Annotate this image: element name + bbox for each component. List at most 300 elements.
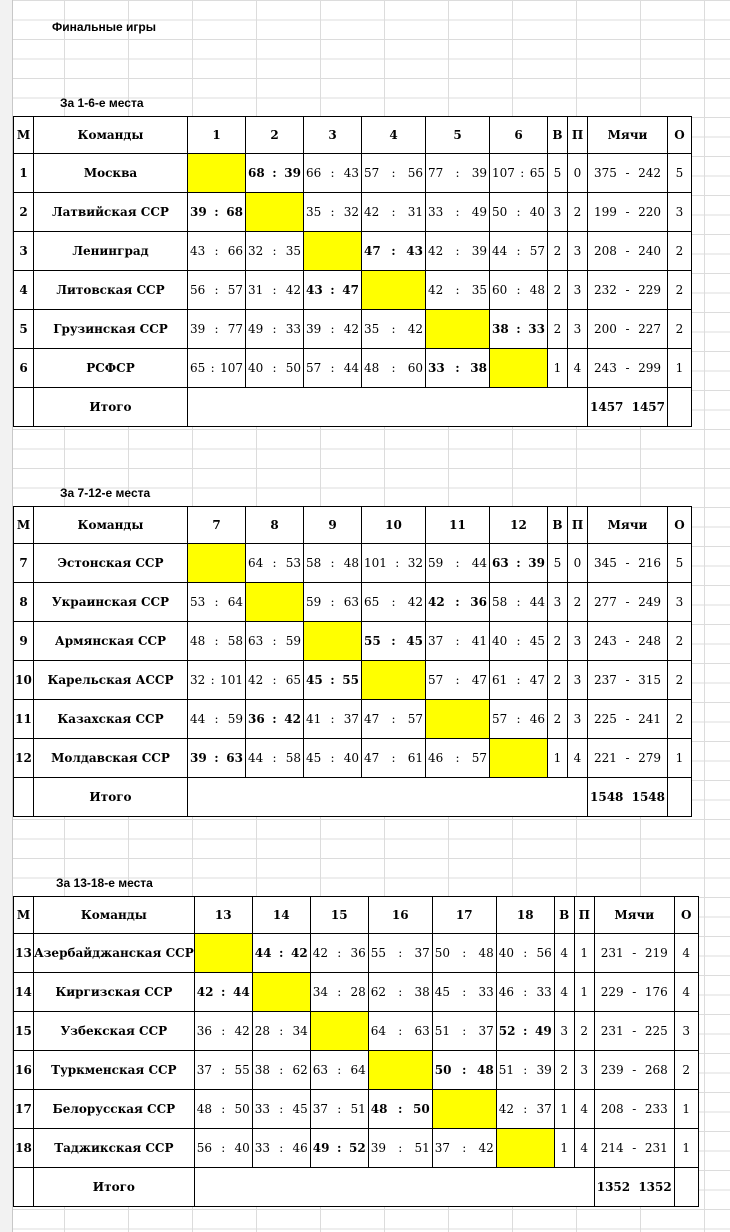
- score-for: 49: [312, 1141, 330, 1155]
- score-sep: :: [398, 1024, 403, 1038]
- score-against: 42: [343, 322, 359, 336]
- diagonal-cell: [310, 1012, 368, 1051]
- score-against: 63: [226, 751, 243, 765]
- balls-sep: -: [625, 322, 630, 336]
- score-sep: :: [391, 322, 396, 336]
- score-cell: [304, 544, 362, 583]
- score-sep: :: [391, 595, 396, 609]
- score-against: 49: [471, 205, 487, 219]
- score-against: 45: [406, 634, 423, 648]
- score-against: 45: [529, 634, 545, 648]
- points-cell: 1: [674, 1090, 698, 1129]
- diagonal-cell: [432, 1090, 496, 1129]
- score-for: 37: [428, 634, 444, 648]
- score-sep: :: [221, 1024, 226, 1038]
- score-cell: [246, 310, 304, 349]
- score-against: 40: [234, 1141, 250, 1155]
- score-sep: :: [523, 1063, 528, 1077]
- table-row: [14, 700, 692, 739]
- balls-against: 220: [638, 205, 661, 219]
- header-opponent: 9: [304, 507, 362, 544]
- table-row: [14, 154, 692, 193]
- score-for: 42: [498, 1102, 515, 1116]
- score-against: 55: [342, 673, 359, 687]
- score-for: 33: [428, 205, 444, 219]
- total-blank: [246, 778, 304, 817]
- total-balls: [594, 1168, 674, 1207]
- header-place: М: [14, 117, 34, 154]
- losses-cell: 3: [568, 700, 588, 739]
- score-against: 42: [291, 946, 308, 960]
- score-cell: [490, 310, 548, 349]
- total-balls-for: 1352: [596, 1180, 631, 1194]
- score-for: 47: [364, 751, 380, 765]
- score-against: 36: [470, 595, 487, 609]
- points-cell: 3: [668, 193, 692, 232]
- place-cell: 6: [14, 349, 34, 388]
- score-against: 50: [285, 361, 301, 375]
- balls-against: 249: [638, 595, 661, 609]
- team-name: Казахская ССР: [34, 700, 188, 739]
- score-sep: :: [330, 205, 335, 219]
- score-cell: [194, 1090, 252, 1129]
- team-name: Киргизская ССР: [34, 973, 195, 1012]
- score-for: 47: [364, 244, 381, 258]
- place-cell: 14: [14, 973, 34, 1012]
- score-sep: :: [214, 751, 219, 765]
- score-for: 39: [190, 205, 207, 219]
- score-for: 44: [248, 751, 264, 765]
- score-sep: :: [516, 244, 521, 258]
- score-against: 40: [343, 751, 359, 765]
- score-cell: [188, 349, 246, 388]
- balls-cell: [588, 622, 668, 661]
- score-against: 57: [471, 751, 487, 765]
- header-opponent: 16: [368, 897, 432, 934]
- team-name: Азербайджанская ССР: [34, 934, 195, 973]
- score-sep: :: [214, 595, 219, 609]
- score-for: 53: [190, 595, 206, 609]
- score-for: 56: [196, 1141, 213, 1155]
- score-for: 40: [248, 361, 264, 375]
- team-name: Туркменская ССР: [34, 1051, 195, 1090]
- balls-sep: -: [625, 361, 630, 375]
- points-cell: 2: [668, 622, 692, 661]
- score-cell: [490, 544, 548, 583]
- score-cell: [310, 973, 368, 1012]
- score-cell: [188, 310, 246, 349]
- losses-cell: 4: [568, 349, 588, 388]
- header-teams: Команды: [34, 897, 195, 934]
- score-for: 43: [306, 283, 323, 297]
- score-cell: [426, 583, 490, 622]
- score-for: 37: [434, 1141, 451, 1155]
- score-against: 39: [471, 244, 487, 258]
- score-against: 101: [220, 673, 243, 687]
- team-name: Грузинская ССР: [34, 310, 188, 349]
- score-for: 33: [254, 1141, 271, 1155]
- header-opponent: 1: [188, 117, 246, 154]
- total-balls-for: 1457: [590, 400, 624, 414]
- table-header-row: [14, 507, 692, 544]
- score-sep: :: [516, 283, 521, 297]
- score-cell: [490, 154, 548, 193]
- score-against: 37: [536, 1102, 552, 1116]
- score-sep: :: [516, 322, 521, 336]
- score-sep: :: [391, 751, 396, 765]
- score-sep: :: [272, 751, 277, 765]
- score-against: 44: [233, 985, 250, 999]
- header-wins: В: [548, 117, 568, 154]
- score-cell: [246, 349, 304, 388]
- balls-against: 176: [644, 985, 668, 999]
- score-sep: :: [395, 556, 400, 570]
- score-cell: [362, 583, 426, 622]
- score-against: 39: [471, 166, 487, 180]
- score-against: 39: [536, 1063, 552, 1077]
- score-for: 101: [364, 556, 387, 570]
- diagonal-cell: [304, 232, 362, 271]
- standings-table: [13, 506, 692, 817]
- score-sep: :: [516, 556, 521, 570]
- score-cell: [310, 1129, 368, 1168]
- score-against: 42: [478, 1141, 494, 1155]
- score-against: 58: [285, 751, 301, 765]
- score-for: 42: [196, 985, 214, 999]
- score-cell: [362, 193, 426, 232]
- score-against: 31: [407, 205, 423, 219]
- balls-sep: -: [625, 595, 630, 609]
- score-sep: :: [337, 985, 342, 999]
- wins-cell: 5: [548, 154, 568, 193]
- score-against: 59: [227, 712, 243, 726]
- table-row: [14, 349, 692, 388]
- score-for: 57: [306, 361, 322, 375]
- score-cell: [490, 193, 548, 232]
- balls-for: 200: [594, 322, 617, 336]
- score-for: 42: [248, 673, 264, 687]
- table-row: [14, 232, 692, 271]
- score-cell: [368, 934, 432, 973]
- total-row: [14, 1168, 699, 1207]
- balls-cell: [588, 310, 668, 349]
- balls-cell: [588, 544, 668, 583]
- score-against: 44: [471, 556, 487, 570]
- score-against: 33: [478, 985, 494, 999]
- wins-cell: 1: [548, 739, 568, 778]
- score-cell: [426, 739, 490, 778]
- score-sep: :: [455, 634, 460, 648]
- total-blank: [304, 388, 362, 427]
- header-opponent: 18: [496, 897, 554, 934]
- score-cell: [188, 193, 246, 232]
- score-cell: [490, 583, 548, 622]
- place-cell: 10: [14, 661, 34, 700]
- score-for: 55: [370, 946, 387, 960]
- header-opponent: 11: [426, 507, 490, 544]
- score-for: 39: [306, 322, 322, 336]
- score-sep: :: [391, 634, 396, 648]
- score-cell: [310, 1090, 368, 1129]
- score-against: 40: [529, 205, 545, 219]
- header-opponent: 13: [194, 897, 252, 934]
- place-cell: 1: [14, 154, 34, 193]
- balls-cell: [588, 193, 668, 232]
- balls-sep: -: [625, 244, 630, 258]
- header-points: О: [674, 897, 698, 934]
- wins-cell: 2: [548, 622, 568, 661]
- team-name: Узбекская ССР: [34, 1012, 195, 1051]
- balls-sep: -: [625, 634, 630, 648]
- balls-for: 221: [594, 751, 617, 765]
- score-for: 44: [492, 244, 508, 258]
- score-for: 66: [306, 166, 322, 180]
- score-sep: :: [391, 166, 396, 180]
- score-cell: [496, 1090, 554, 1129]
- balls-cell: [594, 934, 674, 973]
- score-cell: [246, 700, 304, 739]
- place-cell: 3: [14, 232, 34, 271]
- score-cell: [188, 700, 246, 739]
- score-for: 59: [306, 595, 322, 609]
- score-for: 64: [248, 556, 264, 570]
- team-name: Украинская ССР: [34, 583, 188, 622]
- score-cell: [362, 310, 426, 349]
- score-sep: :: [523, 1024, 528, 1038]
- score-cell: [432, 934, 496, 973]
- balls-against: 268: [644, 1063, 668, 1077]
- table-row: [14, 271, 692, 310]
- score-sep: :: [330, 751, 335, 765]
- balls-for: 237: [594, 673, 617, 687]
- score-cell: [432, 1051, 496, 1090]
- score-against: 57: [227, 283, 243, 297]
- balls-cell: [594, 1129, 674, 1168]
- balls-for: 375: [594, 166, 617, 180]
- score-sep: :: [272, 712, 277, 726]
- header-opponent: 7: [188, 507, 246, 544]
- score-against: 35: [471, 283, 487, 297]
- score-sep: :: [455, 673, 460, 687]
- balls-cell: [594, 973, 674, 1012]
- wins-cell: 4: [554, 973, 574, 1012]
- diagonal-cell: [304, 622, 362, 661]
- total-blank: [496, 1168, 554, 1207]
- score-sep: :: [516, 712, 521, 726]
- wins-cell: 2: [548, 310, 568, 349]
- score-against: 64: [350, 1063, 366, 1077]
- score-against: 42: [284, 712, 301, 726]
- points-cell: 2: [668, 661, 692, 700]
- score-against: 38: [414, 985, 430, 999]
- score-against: 65: [285, 673, 301, 687]
- score-cell: [246, 739, 304, 778]
- balls-for: 231: [600, 1024, 624, 1038]
- score-for: 55: [364, 634, 381, 648]
- score-against: 62: [292, 1063, 308, 1077]
- score-for: 48: [196, 1102, 213, 1116]
- score-against: 42: [407, 322, 423, 336]
- score-cell: [310, 934, 368, 973]
- total-blank: [310, 1168, 368, 1207]
- balls-against: 299: [638, 361, 661, 375]
- total-balls-against: 1457: [631, 400, 665, 414]
- score-for: 63: [492, 556, 509, 570]
- score-sep: :: [523, 946, 528, 960]
- points-cell: 4: [674, 973, 698, 1012]
- score-sep: :: [272, 556, 277, 570]
- total-place-empty: [14, 388, 34, 427]
- balls-sep: -: [625, 166, 630, 180]
- balls-against: 229: [638, 283, 661, 297]
- total-blank: [304, 778, 362, 817]
- balls-for: 232: [594, 283, 617, 297]
- balls-cell: [588, 232, 668, 271]
- score-sep: :: [330, 673, 335, 687]
- total-blank: [194, 1168, 252, 1207]
- header-teams: Команды: [34, 507, 188, 544]
- balls-for: 243: [594, 361, 617, 375]
- points-cell: 2: [668, 310, 692, 349]
- points-cell: 4: [674, 934, 698, 973]
- score-cell: [496, 1012, 554, 1051]
- score-sep: :: [272, 322, 277, 336]
- score-sep: :: [455, 244, 460, 258]
- score-cell: [362, 349, 426, 388]
- score-cell: [432, 973, 496, 1012]
- score-sep: :: [462, 946, 467, 960]
- total-blank: [568, 778, 588, 817]
- total-blank: [432, 1168, 496, 1207]
- score-sep: :: [272, 244, 277, 258]
- total-blank: [426, 388, 490, 427]
- header-balls: Мячи: [588, 117, 668, 154]
- score-sep: :: [221, 985, 226, 999]
- score-cell: [368, 973, 432, 1012]
- score-for: 35: [306, 205, 322, 219]
- table-row: [14, 1090, 699, 1129]
- total-balls-for: 1548: [590, 790, 624, 804]
- table-row: [14, 544, 692, 583]
- score-against: 48: [478, 946, 494, 960]
- score-for: 47: [364, 712, 380, 726]
- score-against: 46: [292, 1141, 308, 1155]
- score-sep: :: [221, 1102, 226, 1116]
- score-sep: :: [337, 1063, 342, 1077]
- balls-against: 219: [644, 946, 668, 960]
- balls-sep: -: [632, 1102, 637, 1116]
- score-for: 58: [306, 556, 322, 570]
- score-for: 44: [190, 712, 206, 726]
- score-against: 43: [406, 244, 423, 258]
- balls-against: 279: [638, 751, 661, 765]
- score-sep: :: [272, 166, 277, 180]
- score-for: 38: [492, 322, 509, 336]
- score-sep: :: [455, 361, 460, 375]
- place-cell: 2: [14, 193, 34, 232]
- score-against: 65: [529, 166, 545, 180]
- score-cell: [310, 1051, 368, 1090]
- score-sep: :: [279, 1141, 284, 1155]
- score-against: 38: [470, 361, 487, 375]
- score-cell: [252, 1090, 310, 1129]
- total-blank: [246, 388, 304, 427]
- score-against: 107: [220, 361, 243, 375]
- total-label: Итого: [34, 388, 188, 427]
- score-against: 47: [529, 673, 545, 687]
- score-cell: [490, 661, 548, 700]
- balls-for: 199: [594, 205, 617, 219]
- score-sep: :: [330, 712, 335, 726]
- header-wins: В: [548, 507, 568, 544]
- header-opponent: 14: [252, 897, 310, 934]
- score-against: 46: [529, 712, 545, 726]
- score-against: 42: [285, 283, 301, 297]
- score-sep: :: [330, 361, 335, 375]
- score-sep: :: [391, 244, 396, 258]
- balls-for: 277: [594, 595, 617, 609]
- score-for: 51: [434, 1024, 451, 1038]
- total-blank: [362, 388, 426, 427]
- place-cell: 8: [14, 583, 34, 622]
- score-for: 31: [248, 283, 264, 297]
- score-for: 28: [254, 1024, 271, 1038]
- group-caption: За 1-6-е места: [60, 96, 144, 110]
- score-against: 50: [234, 1102, 250, 1116]
- losses-cell: 3: [568, 661, 588, 700]
- wins-cell: 5: [548, 544, 568, 583]
- score-against: 56: [536, 946, 552, 960]
- score-for: 46: [428, 751, 444, 765]
- diagonal-cell: [188, 544, 246, 583]
- points-cell: 3: [668, 583, 692, 622]
- score-for: 42: [364, 205, 380, 219]
- score-cell: [432, 1012, 496, 1051]
- balls-sep: -: [632, 1024, 637, 1038]
- score-sep: :: [337, 946, 342, 960]
- score-cell: [188, 583, 246, 622]
- score-for: 37: [196, 1063, 213, 1077]
- header-losses: П: [568, 117, 588, 154]
- place-cell: 5: [14, 310, 34, 349]
- score-cell: [304, 154, 362, 193]
- score-for: 36: [248, 712, 265, 726]
- points-cell: 2: [668, 700, 692, 739]
- score-for: 61: [492, 673, 508, 687]
- score-sep: :: [398, 985, 403, 999]
- score-for: 50: [492, 205, 508, 219]
- score-against: 37: [478, 1024, 494, 1038]
- score-sep: :: [391, 361, 396, 375]
- score-against: 41: [471, 634, 487, 648]
- score-against: 32: [343, 205, 359, 219]
- score-for: 65: [364, 595, 380, 609]
- score-for: 44: [254, 946, 272, 960]
- wins-cell: 1: [548, 349, 568, 388]
- score-sep: :: [337, 1141, 342, 1155]
- balls-for: 345: [594, 556, 617, 570]
- score-cell: [246, 622, 304, 661]
- total-balls-against: 1548: [631, 790, 665, 804]
- score-against: 33: [528, 322, 545, 336]
- team-name: Ленинград: [34, 232, 188, 271]
- team-name: Таджикская ССР: [34, 1129, 195, 1168]
- score-sep: :: [462, 1141, 467, 1155]
- diagonal-cell: [426, 700, 490, 739]
- score-for: 42: [312, 946, 329, 960]
- score-cell: [252, 1012, 310, 1051]
- score-against: 57: [529, 244, 545, 258]
